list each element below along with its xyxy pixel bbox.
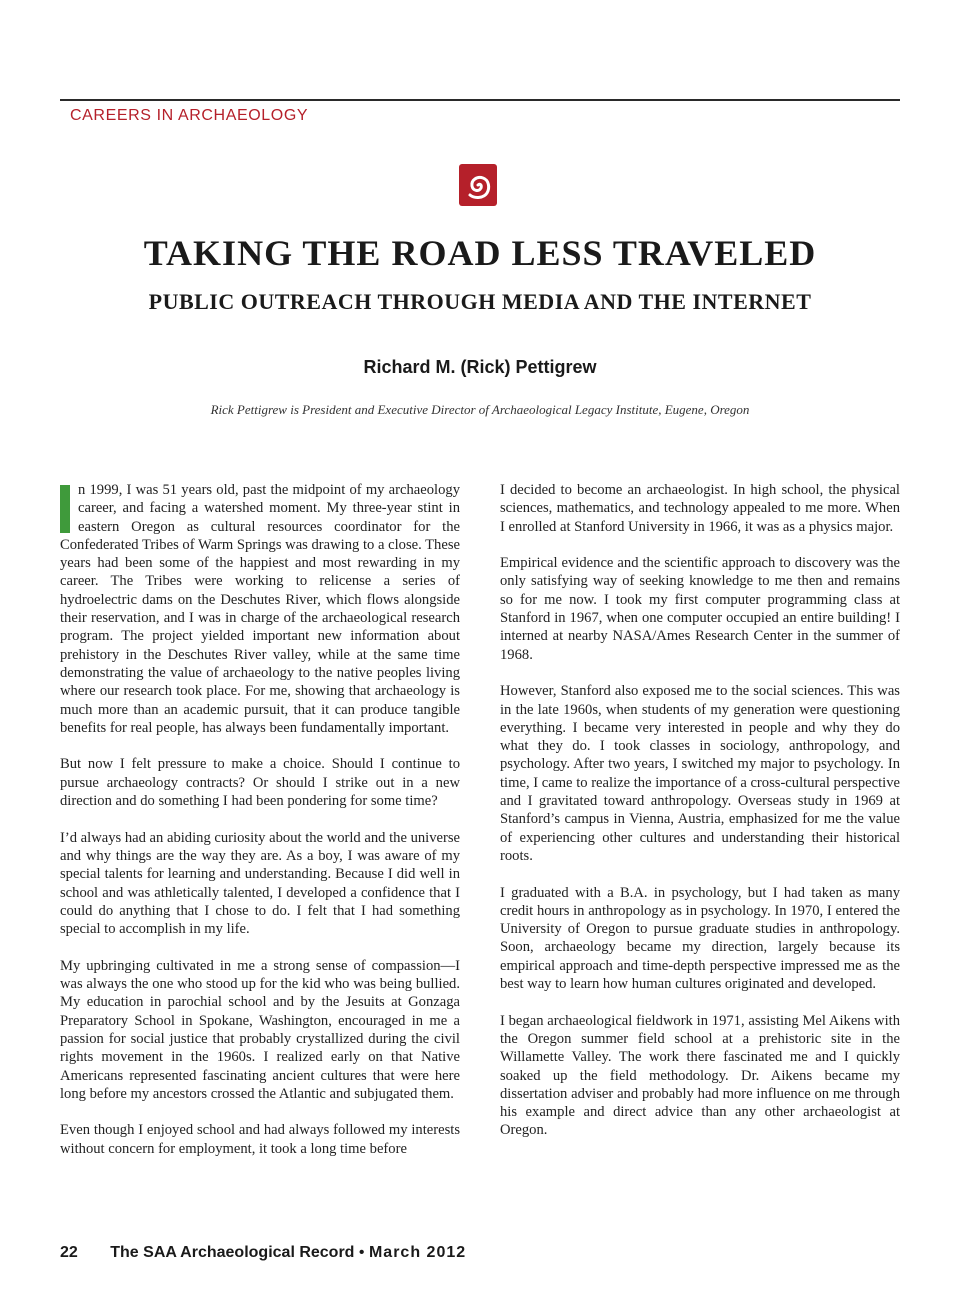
article-subtitle: PUBLIC OUTREACH THROUGH MEDIA AND THE INTERNET — [148, 289, 812, 314]
dropcap-letter — [60, 485, 70, 533]
paragraph: I graduated with a B.A. in psychology, but I had taken as many credit hours in anthropology as in psychology. In 1970, I entered the University of Oregon to pursue graduate studies in anthropology. Soon, archaeology became my direction, largely because its empirical approach and time-depth perspective impressed me as the best way to learn how human cultures originated and developed. — [500, 884, 900, 993]
paragraph: But now I felt pressure to make a choice. Should I continue to pursue archaeology contracts? Or should I strike out in a new direction and do something I had been pondering for some time? — [60, 756, 460, 810]
paragraph: My upbringing cultivated in me a strong sense of compassion—I was always the one who stood up for the kid who was being bullied. My education in parochial school and by the Jesuits at Gonzaga Preparatory School in Spokane, Washington, encouraged in me a passion for social justice that probably crystallized during the civil rights movement in the 1960s. I realized early on that Native Americans represented fascinating ancient cultures that were here long before my ancestors crossed the Atlantic and subjugated them. — [60, 957, 460, 1102]
spiral-icon — [458, 163, 498, 207]
issue-date: March 2012 — [368, 1244, 467, 1261]
journal-name: The SAA Archaeological Record — [110, 1244, 355, 1261]
article-author: Richard M. (Rick) Pettigrew — [363, 357, 597, 377]
paragraph: I’d always had an abiding curiosity about the world and the universe and why things are the way they are. As a boy, I was aware of my special talents for learning and understanding. Because I did well in school and was athletically talented, I developed a confidence that I could do anything that I chose to do. I felt that I had something special to accomplish in my life. — [60, 829, 461, 938]
paragraph: n 1999, I was 51 years old, past the midpoint of my archaeology career, and facing a watershed moment. My three-year stint in eastern Oregon as cultural resources coordinator for the Confederated Tribes of Warm Springs was drawing to a close. These years had been some of the happiest and most rewarding in my career. The Tribes were working to relicense a series of hydroelectric dams on the Deschutes River, which flows alongside their reservation, and I was in charge of the archaeological research program. The project yielded important new information about prehistory in the Deschutes River valley, while at the same time demonstrating the value of archaeology to the native peoples living where our research took place. For me, showing that archaeology is much more than an academic pursuit, that it can produce tangible benefits for real people, has always been fundamentally important. — [60, 482, 460, 736]
header-rule — [60, 99, 900, 101]
author-affiliation: Rick Pettigrew is President and Executive Director of Archaeological Legacy Institute, Eugene, Oregon — [210, 402, 750, 417]
paragraph: I began archaeological fieldwork in 1971, assisting Mel Aikens with the Oregon summer field school at a prehistoric site in the Willamette Valley. The work there fascinated me and I quickly soaked up the field methodology. Dr. Aikens became my dissertation adviser and probably had more influence on me through his example and direct advice than any other archaeologist at Oregon. — [500, 1012, 900, 1139]
left-column — [60, 481, 460, 1176]
paragraph: Empirical evidence and the scientific approach to discovery was the only satisfying way of seeking knowledge to me then and remains so for me now. I took my first computer programming class at Stanford in 1967, when one computer occupied an entire building! I interned at nearby NASA/Ames Research Center in the summer of 1968. — [500, 555, 900, 663]
article-title: TAKING THE ROAD LESS TRAVELED — [143, 233, 817, 273]
page-number: 22 — [60, 1244, 78, 1261]
footer-separator: • — [358, 1244, 365, 1261]
right-column — [500, 481, 900, 1158]
paragraph: I decided to become an archaeologist. In high school, the physical sciences, mathematics, and technology appealed to me more. When I enrolled at Stanford University in 1966, it was as a physics major. — [500, 482, 900, 535]
section-label: CAREERS IN ARCHAEOLOGY — [70, 107, 309, 124]
paragraph: Even though I enjoyed school and had always followed my interests without concern for employment, it took a long time before — [60, 1122, 460, 1157]
page-footer — [60, 1244, 466, 1262]
paragraph: However, Stanford also exposed me to the social sciences. This was in the late 1960s, when students of my generation were questioning everything. I became very interested in people and why they do what they do. I took classes in sociology, anthropology, and psychology. After two years, I switched my major to psychology. In time, I came to realize the importance of a cross-cultural perspective and I gravitated toward anthropology. Overseas study in 1969 at Stanford’s campus in Vienna, Austria, emphasized for me the value of experiencing other cultures and understanding their historical roots. — [500, 683, 900, 864]
